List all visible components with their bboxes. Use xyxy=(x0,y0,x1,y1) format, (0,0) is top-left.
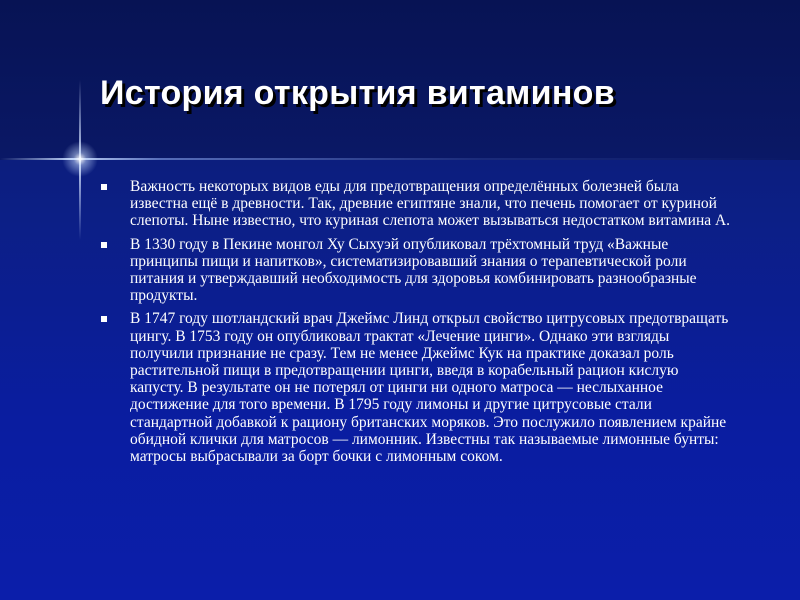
square-bullet-icon xyxy=(101,316,107,322)
bullet-text: В 1747 году шотландский врач Джеймс Линд открыл свойство цитрусовых предотвращать цингу. В 1753 году он опубликовал трактат «Лечение цинги». Однако эти взгляды получили признание не сразу. Тем не менее Джеймс Кук на практике доказал роль растительной пищи в предотвращении цинги, введя в корабельный рацион кислую капусту. В результате он не потерял от цинги ни одного матроса — неслыханное достижение для того времени. В 1795 году лимоны и другие цитрусовые стали стандартной добавкой к рациону британских моряков. Это послужило появлением крайне обидной клички для матросов — лимонник. Известны так называемые лимонные бунты: матросы выбрасывали за борт бочки с лимонным соком. xyxy=(130,310,729,466)
bullet-list xyxy=(95,178,735,471)
bullet-item xyxy=(95,310,735,465)
bullet-item xyxy=(95,236,735,305)
square-bullet-icon xyxy=(101,242,107,248)
horizontal-light-line xyxy=(0,158,800,160)
star-flare-icon xyxy=(62,141,98,177)
bullet-item xyxy=(95,178,735,230)
bullet-text: В 1330 году в Пекине монгол Ху Сыхуэй опубликовал трёхтомный труд «Важные принципы пищи и напитков», систематизировавший знания о терапевтической роли питания и утверждавший необходимость для здоровья комбинировать разнообразные продукты. xyxy=(130,235,697,305)
slide-title: История открытия витаминов xyxy=(100,74,615,112)
square-bullet-icon xyxy=(101,184,107,190)
bullet-text: Важность некоторых видов еды для предотвращения определённых болезней была известна ещё в древности. Так, древние египтяне знали, что печень помогает от куриной слепоты. Ныне известно, что куриная слепота может вызываться недостатком витамина А. xyxy=(130,178,731,230)
